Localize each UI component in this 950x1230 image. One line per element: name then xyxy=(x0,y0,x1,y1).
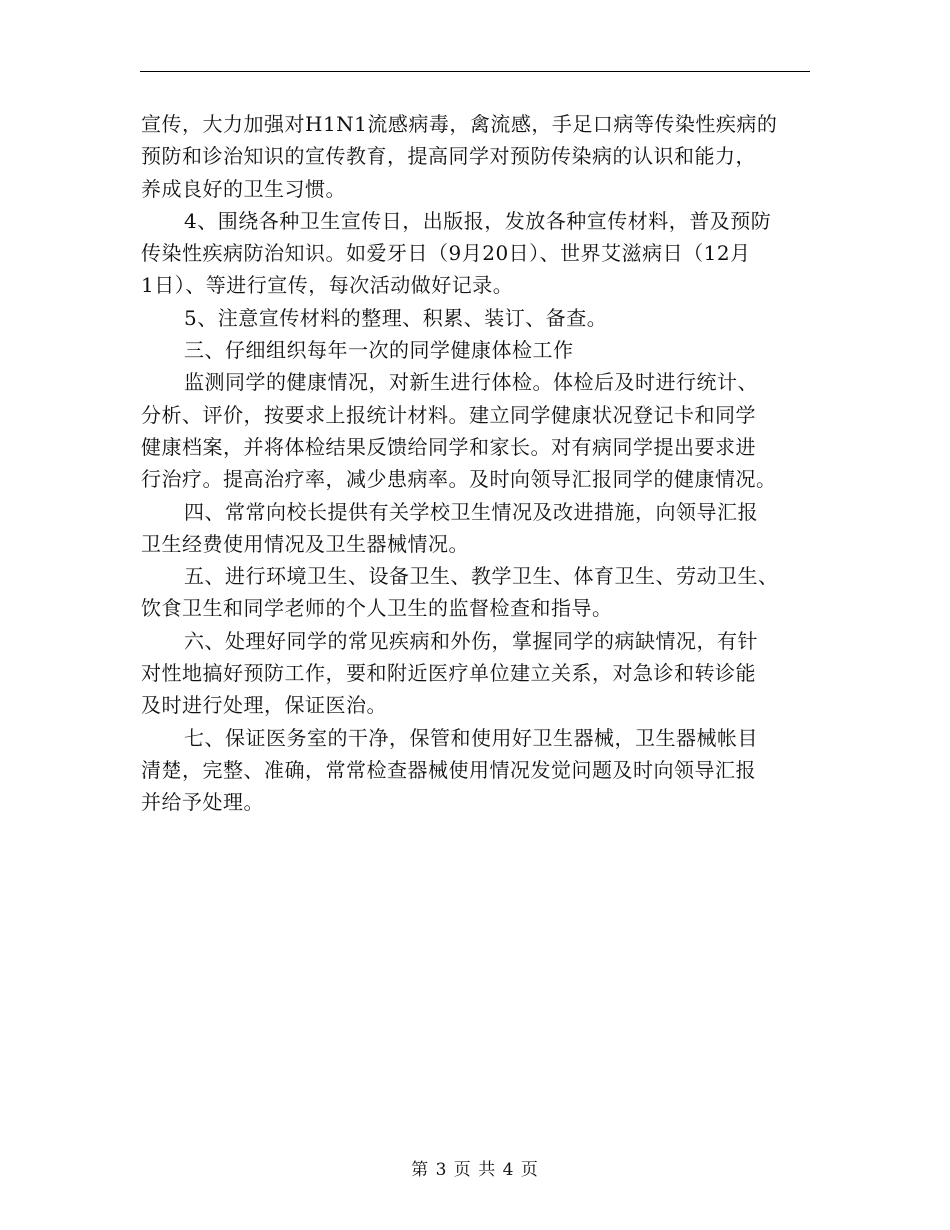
text-line: 六、处理好同学的常见疾病和外伤，掌握同学的病缺情况，有针 xyxy=(184,628,758,653)
body-text xyxy=(141,108,813,819)
text-line: 并给予处理。 xyxy=(141,790,264,815)
page-number: 第 3 页 共 4 页 xyxy=(411,1160,539,1180)
text-line: 清楚，完整、准确，常常检查器械使用情况发觉问题及时向领导汇报 xyxy=(141,757,756,782)
header-rule xyxy=(140,71,810,72)
text-line: 养成良好的卫生习惯。 xyxy=(141,176,346,201)
text-line: 五、进行环境卫生、设备卫生、教学卫生、体育卫生、劳动卫生、 xyxy=(184,564,779,589)
text-line: 1日）、等进行宣传，每次活动做好记录。 xyxy=(141,273,514,298)
text-line: 分析、评价，按要求上报统计材料。建立同学健康状况登记卡和同学 xyxy=(141,402,756,427)
text-line: 行治疗。提高治疗率，减少患病率。及时向领导汇报同学的健康情况。 xyxy=(141,467,777,492)
page-footer xyxy=(0,1155,950,1180)
text-line: 健康档案，并将体检结果反馈给同学和家长。对有病同学提出要求进 xyxy=(141,434,756,459)
text-line: 卫生经费使用情况及卫生器械情况。 xyxy=(141,531,469,556)
text-line: 饮食卫生和同学老师的个人卫生的监督检查和指导。 xyxy=(141,596,613,621)
text-line: 四、常常向校长提供有关学校卫生情况及改进措施，向领导汇报 xyxy=(184,499,758,524)
text-line: 对性地搞好预防工作，要和附近医疗单位建立关系，对急诊和转诊能 xyxy=(141,661,756,686)
text-line: 宣传，大力加强对H1N1流感病毒，禽流感，手足口病等传染性疾病的 xyxy=(141,112,778,136)
text-line: 三、仔细组织每年一次的同学健康体检工作 xyxy=(184,338,574,363)
text-line: 5、注意宣传材料的整理、积累、装订、备查。 xyxy=(184,305,608,330)
text-line: 预防和诊治知识的宣传教育，提高同学对预防传染病的认识和能力， xyxy=(141,144,756,169)
text-line: 及时进行处理，保证医治。 xyxy=(141,693,387,718)
text-line: 七、保证医务室的干净，保管和使用好卫生器械，卫生器械帐目 xyxy=(184,725,758,750)
text-line: 监测同学的健康情况，对新生进行体检。体检后及时进行统计、 xyxy=(184,370,758,395)
text-line: 传染性疾病防治知识。如爱牙日（9月20日）、世界艾滋病日（12月 xyxy=(141,241,751,266)
text-line: 4、围绕各种卫生宣传日，出版报，发放各种宣传材料，普及预防 xyxy=(184,208,772,233)
